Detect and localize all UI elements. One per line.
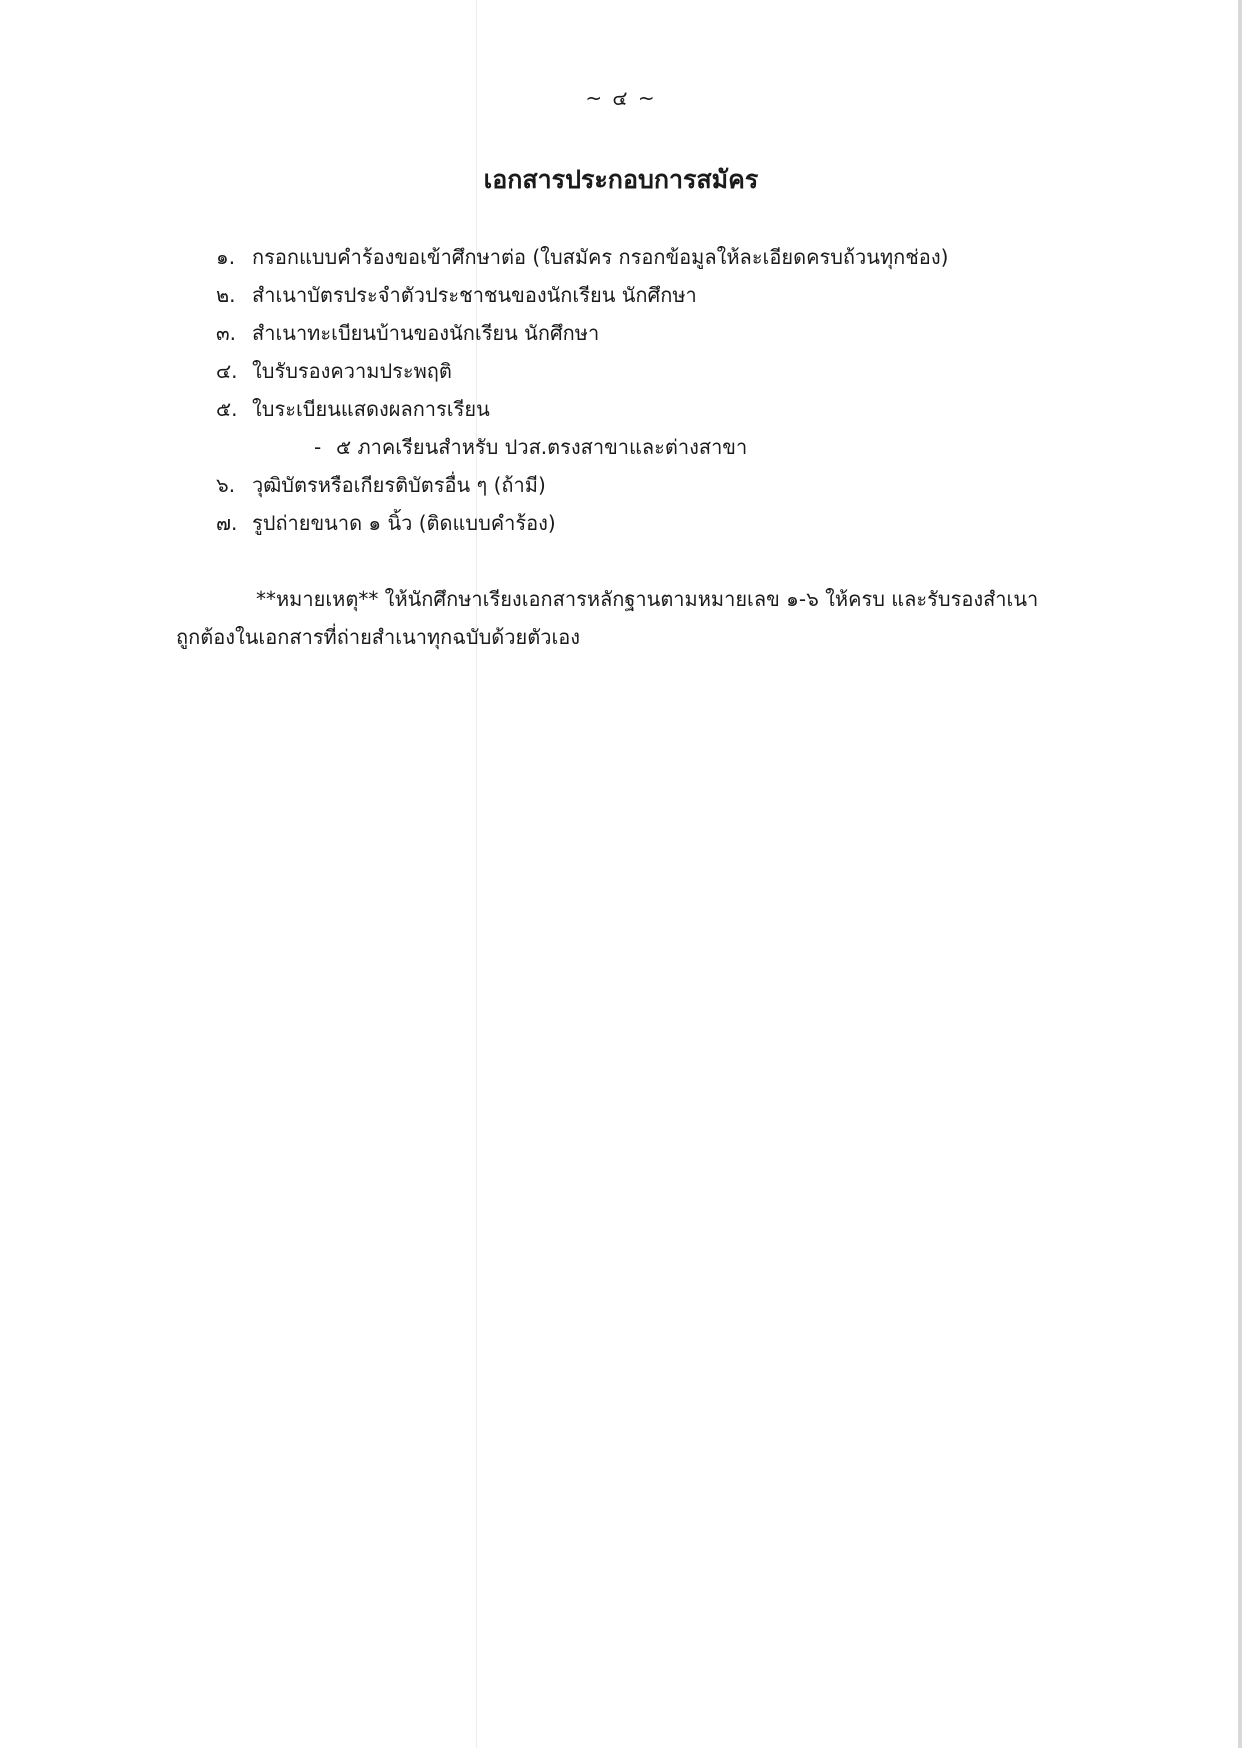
note-paragraph [176,580,1096,656]
list-item-text: สำเนาบัตรประจำตัวประชาชนของนักเรียน นักศึกษา [252,283,697,307]
list-item-number: ๕. [216,397,238,421]
list-item-text: วุฒิบัตรหรือเกียรติบัตรอื่น ๆ (ถ้ามี) [252,473,546,497]
list-item [216,466,1176,504]
document-title: เอกสารประกอบการสมัคร [483,165,759,194]
list-item-number: ๓. [216,321,237,345]
list-item-text: รูปถ่ายขนาด ๑ นิ้ว (ติดแบบคำร้อง) [252,511,556,535]
page-number: ~ ๔ ~ [585,86,657,110]
list-item [216,314,1176,352]
document-list [216,238,1176,542]
sub-item-text: ๕ ภาคเรียนสำหรับ ปวส.ตรงสาขาและต่างสาขา [336,435,748,459]
sub-item-dash: - [314,435,322,459]
list-item-text: กรอกแบบคำร้องขอเข้าศึกษาต่อ (ใบสมัคร กรอกข้อมูลให้ละเอียดครบถ้วนทุกช่อง) [252,245,949,269]
sub-list-item [216,428,1176,466]
list-item-text: ใบระเบียนแสดงผลการเรียน [252,397,490,421]
list-item [216,390,1176,428]
list-item-number: ๒. [216,283,236,307]
list-item [216,238,1176,276]
list-item [216,504,1176,542]
list-item-number: ๖. [216,473,236,497]
list-item-number: ๔. [216,359,238,383]
list-item-number: ๗. [216,511,238,535]
list-item-text: ใบรับรองความประพฤติ [252,359,452,383]
note-line-1: **หมายเหตุ** ให้นักศึกษาเรียงเอกสารหลักฐานตามหมายเลข ๑-๖ ให้ครบ และรับรองสำเนา [256,587,1039,611]
list-item-text: สำเนาทะเบียนบ้านของนักเรียน นักศึกษา [252,321,600,345]
list-item [216,352,1176,390]
list-item-number: ๑. [216,245,236,269]
list-item [216,276,1176,314]
note-line-2: ถูกต้องในเอกสารที่ถ่ายสำเนาทุกฉบับด้วยตัวเอง [176,625,581,649]
scan-edge [1238,0,1242,1748]
